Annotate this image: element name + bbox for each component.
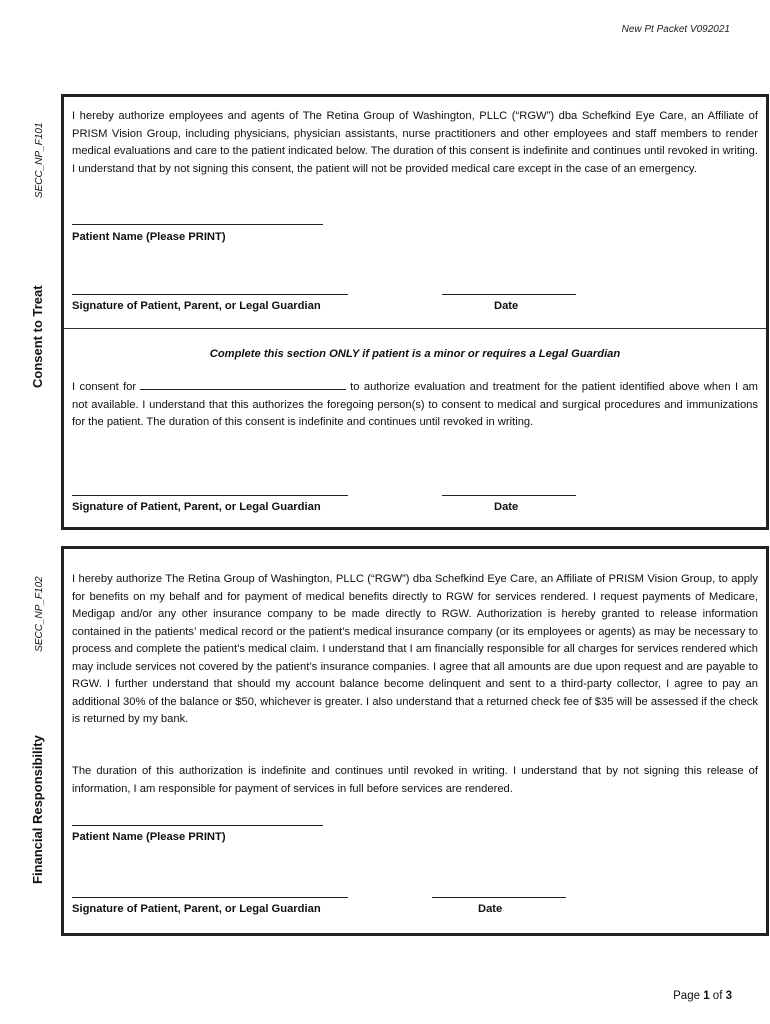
consent-to-treat-box	[61, 94, 769, 530]
guardian-signature-label: Signature of Patient, Parent, or Legal Guardian	[72, 501, 321, 513]
guardian-signature-line[interactable]	[72, 495, 348, 496]
patient-name-label: Patient Name (Please PRINT)	[72, 231, 226, 243]
financial-date-label: Date	[478, 903, 503, 915]
date-line[interactable]	[442, 294, 576, 295]
consent-section-title: Consent to Treat	[30, 285, 45, 388]
section-divider	[64, 328, 766, 329]
consent-side-label	[30, 122, 45, 388]
guardian-text-before: I consent for	[72, 381, 137, 393]
financial-patient-name-line[interactable]	[72, 825, 323, 826]
consent-paragraph: I hereby authorize employees and agents of The Retina Group of Washington, PLLC (“RGW”) dba Schefkind Eye Care, an Affiliate of PRISM Vision Group, including physicians, physician assistants, nurse practitioners and other employees and staff members to render medical evaluations and care to the patient indicated below. The duration of this consent is indefinite and continues until revoked in writing. I understand that by not signing this consent, the patient will not be provided medical care except in the case of an emergency.	[72, 110, 758, 175]
guardian-date-line[interactable]	[442, 495, 576, 496]
guardian-section-title: Complete this section ONLY if patient is a minor or requires a Legal Guardian	[209, 348, 621, 360]
page-number: 1	[703, 990, 710, 1002]
page-indicator	[673, 990, 732, 1002]
date-label: Date	[494, 300, 519, 312]
guardian-name-blank[interactable]	[140, 378, 346, 390]
guardian-paragraph	[72, 378, 758, 432]
page-word: Page	[673, 990, 700, 1002]
guardian-date-label: Date	[494, 501, 519, 513]
page-total: 3	[725, 990, 732, 1002]
signature-line[interactable]	[72, 294, 348, 295]
financial-form-code: SECC_NP_F102	[34, 576, 45, 652]
financial-section-title: Financial Responsibility	[30, 735, 45, 884]
financial-paragraph-2: The duration of this authorization is indefinite and continues until revoked in writing. I understand that by not signing this release of information, I am responsible for payment of services in full before services are rendered.	[72, 765, 758, 795]
packet-version-code: New Pt Packet V092021	[621, 24, 730, 35]
signature-label: Signature of Patient, Parent, or Legal Guardian	[72, 300, 321, 312]
patient-name-line[interactable]	[72, 224, 323, 225]
financial-patient-name-label: Patient Name (Please PRINT)	[72, 831, 226, 843]
of-word: of	[712, 990, 723, 1002]
consent-form-code: SECC_NP_F101	[34, 122, 45, 199]
financial-date-line[interactable]	[432, 897, 566, 898]
financial-side-label	[30, 576, 45, 884]
financial-paragraph-1: I hereby authorize The Retina Group of Washington, PLLC (“RGW”) dba Schefkind Eye Care, an Affiliate of PRISM Vision Group, to apply for benefits on my behalf and for payment of medical benefits directly to RGW for services rendered. I request payments of Medicare, Medigap and/or any other insurance company to be made directly to RGW. Authorization is hereby granted to release information contained in the patients’ medical record or the patient’s medical insurance company (or its employees or agents) as may be necessary to process and complete the patient’s medical claim. I understand that I am financially responsible for all charges for services rendered which may include services not covered by the patient’s insurance companies. I agree that all amounts are due upon request and are payable to RGW. I further understand that should my account balance become delinquent and sent to a third-party collector, I agree to pay an additional 30% of the balance or $50, whichever is greater. I also understand that a returned check fee of $35 will be assessed if the check is returned by my bank.	[72, 573, 758, 725]
financial-signature-line[interactable]	[72, 897, 348, 898]
financial-responsibility-box	[61, 546, 769, 936]
guardian-text-after: to authorize evaluation and treatment for the patient identified above when I am not available. I understand that this authorizes the foregoing person(s) to consent to medical and surgical procedures and immunizations for the patient. The duration of this consent is indefinite and continues until revoked in writing.	[72, 381, 758, 428]
financial-signature-label: Signature of Patient, Parent, or Legal Guardian	[72, 903, 321, 915]
